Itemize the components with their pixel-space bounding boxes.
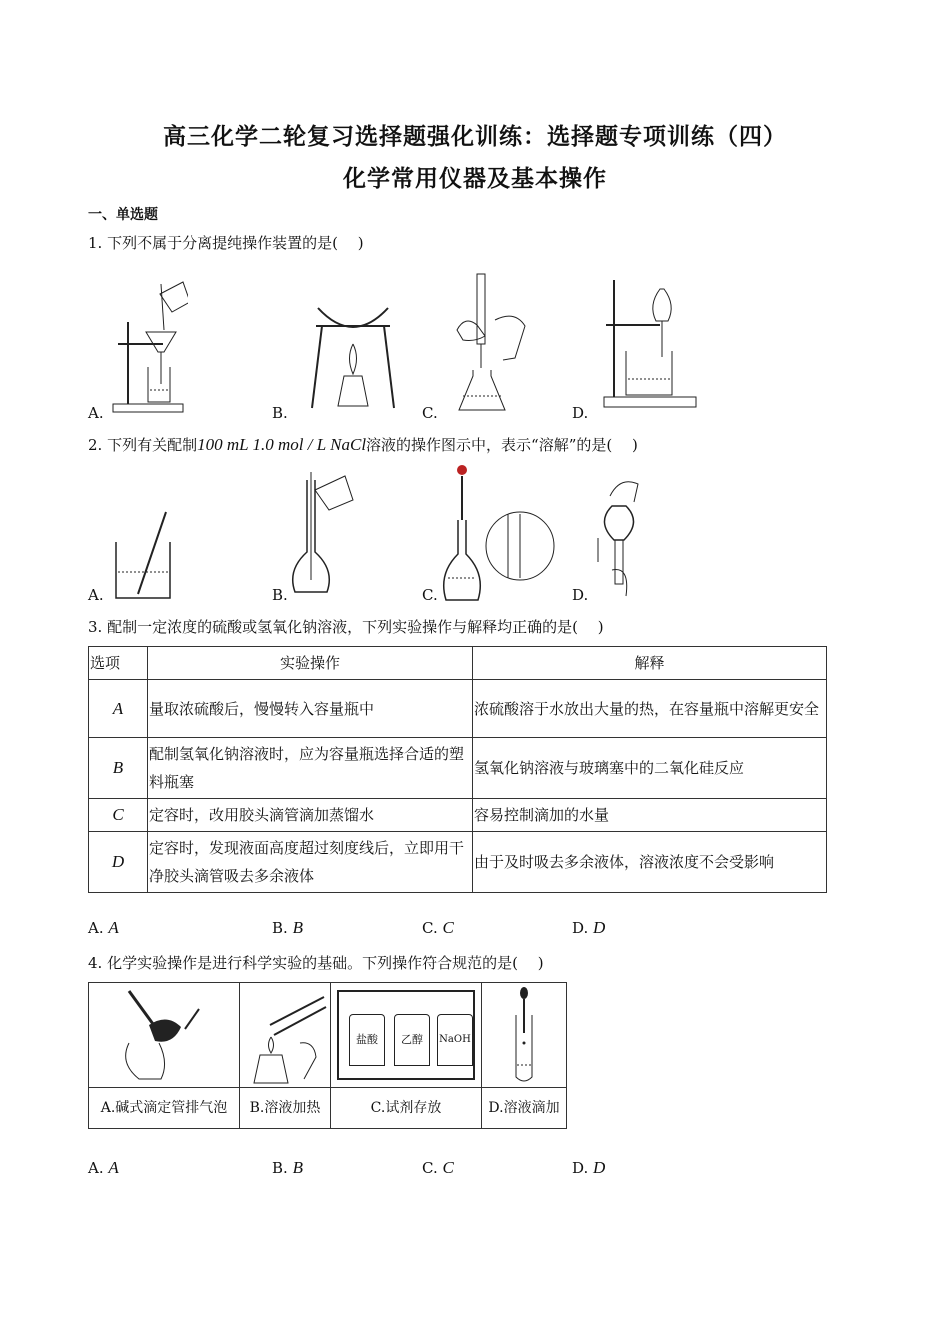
row-explanation: 由于及时吸去多余液体，溶液浓度不会受影响 xyxy=(473,832,827,893)
filtration-apparatus-image xyxy=(108,272,188,414)
beaker-stirring-image xyxy=(110,508,180,604)
caption-d: D.溶液滴加 xyxy=(482,1088,567,1129)
q3-answer-c[interactable]: C. C xyxy=(422,918,454,937)
row-operation: 定容时，发现液面高度超过刻度线后，立即用干净胶头滴管吸去多余液体 xyxy=(148,832,473,893)
q4-answer-b[interactable]: B. B xyxy=(272,1158,303,1177)
titration-apparatus-image xyxy=(455,270,535,416)
page-subtitle: 化学常用仪器及基本操作 xyxy=(343,165,607,192)
table-row xyxy=(89,799,827,832)
pouring-into-flask-image xyxy=(285,470,365,602)
table-header-explanation: 解释 xyxy=(473,647,827,680)
q3-answer-b[interactable]: B. B xyxy=(272,918,303,937)
row-operation: 配制氢氧化钠溶液时，应为容量瓶选择合适的塑料瓶塞 xyxy=(148,738,473,799)
row-option: D xyxy=(89,832,148,893)
table-row xyxy=(89,680,827,738)
q3-answer-a[interactable]: A. A xyxy=(88,918,119,937)
row-option: C xyxy=(89,799,148,832)
table-header-option: 选项 xyxy=(89,647,148,680)
q1-option-b[interactable]: B. xyxy=(272,404,288,422)
question-2-stem xyxy=(88,434,638,455)
row-operation: 定容时，改用胶头滴管滴加蒸馏水 xyxy=(148,799,473,832)
q2-option-b[interactable]: B. xyxy=(272,586,288,604)
bottle-hydrochloric-acid: 盐酸 xyxy=(349,1014,385,1066)
q3-answer-d[interactable]: D. D xyxy=(572,918,606,937)
question-4-stem: 4. 化学实验操作是进行科学实验的基础。下列操作符合规范的是( ) xyxy=(88,954,544,972)
q1-option-c[interactable]: C. xyxy=(422,404,438,422)
test-tube-heating-image xyxy=(240,983,330,1087)
bottle-ethanol: 乙醇 xyxy=(394,1014,430,1066)
q2-stem-post: 溶液的操作图示中，表示“溶解”的是( ) xyxy=(366,436,638,454)
table-header-row xyxy=(89,647,827,680)
caption-c: C.试剂存放 xyxy=(331,1088,482,1129)
q4-image-d xyxy=(482,983,567,1088)
row-option: A xyxy=(89,680,148,738)
question-3-stem: 3. 配制一定浓度的硫酸或氢氧化钠溶液，下列实验操作与解释均正确的是( ) xyxy=(88,618,604,636)
separatory-funnel-image xyxy=(600,275,700,413)
caption-a: A.碱式滴定管排气泡 xyxy=(89,1088,240,1129)
table-row xyxy=(89,832,827,893)
row-explanation: 氢氧化钠溶液与玻璃塞中的二氧化硅反应 xyxy=(473,738,827,799)
dropper-into-tube-image xyxy=(482,983,566,1087)
evaporation-apparatus-image xyxy=(308,296,398,412)
page-title: 高三化学二轮复习选择题强化训练：选择题专项训练（四） xyxy=(163,123,787,150)
q1-option-a[interactable]: A. xyxy=(88,404,104,422)
question-1-stem: 1. 下列不属于分离提纯操作装置的是( ) xyxy=(88,234,364,252)
row-option: B xyxy=(89,738,148,799)
reagent-shelf xyxy=(337,990,475,1080)
q2-option-d[interactable]: D. xyxy=(572,586,589,604)
q4-answer-d[interactable]: D. D xyxy=(572,1158,606,1177)
row-operation: 量取浓硫酸后，慢慢转入容量瓶中 xyxy=(148,680,473,738)
section-heading: 一、单选题 xyxy=(88,207,158,223)
row-explanation: 浓硫酸溶于水放出大量的热，在容量瓶中溶解更安全 xyxy=(473,680,827,738)
q2-stem-math: 100 mL 1.0 mol / L NaCl xyxy=(197,435,367,454)
flask-inverting-image xyxy=(590,466,660,604)
q4-answer-c[interactable]: C. C xyxy=(422,1158,454,1177)
q2-option-c[interactable]: C. xyxy=(422,586,438,604)
dropper-adjusting-image xyxy=(440,464,560,604)
row-explanation: 容易控制滴加的水量 xyxy=(473,799,827,832)
q4-table xyxy=(88,982,567,1129)
q4-image-b xyxy=(240,983,331,1088)
q2-option-a[interactable]: A. xyxy=(88,586,104,604)
q1-option-d[interactable]: D. xyxy=(572,404,589,422)
q2-stem-pre: 2. 下列有关配制 xyxy=(88,436,198,454)
table-row xyxy=(89,738,827,799)
burette-bubble-image xyxy=(89,983,239,1087)
table-header-operation: 实验操作 xyxy=(148,647,473,680)
bottle-naoh: NaOH xyxy=(437,1014,473,1066)
q4-image-a xyxy=(89,983,240,1088)
q4-image-c xyxy=(331,983,482,1088)
q4-answer-a[interactable]: A. A xyxy=(88,1158,119,1177)
caption-b: B.溶液加热 xyxy=(240,1088,331,1129)
q3-table xyxy=(88,646,827,893)
